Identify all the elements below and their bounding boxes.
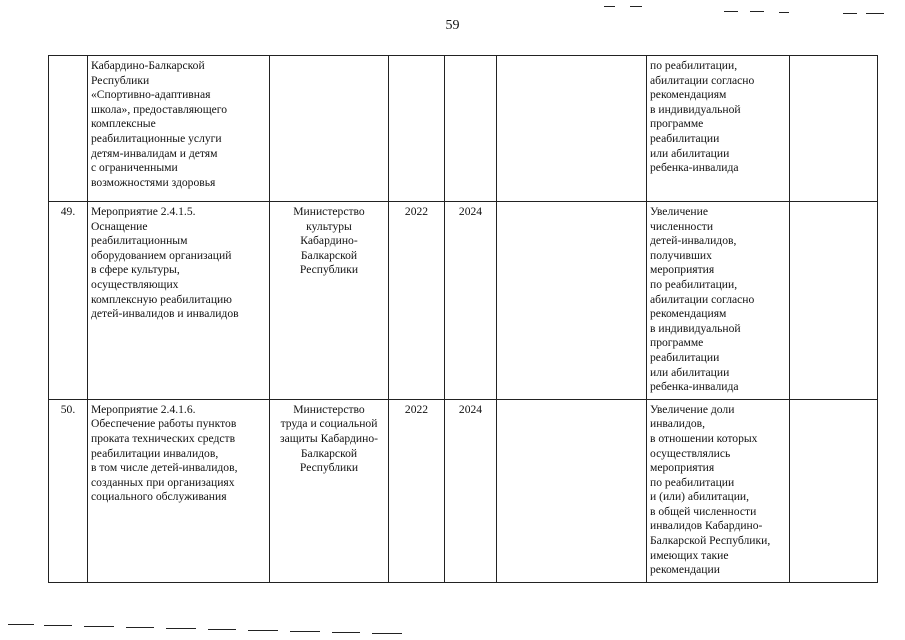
scan-mark-top-4	[750, 11, 764, 12]
start-year	[389, 56, 445, 202]
measures-table	[48, 55, 878, 583]
executor	[270, 56, 389, 202]
row-number: 50.	[49, 399, 88, 582]
scan-mark-bottom-5	[166, 628, 196, 629]
scan-mark-top-7	[866, 13, 884, 14]
scan-mark-bottom-6	[208, 629, 236, 630]
start-year: 2022	[389, 399, 445, 582]
scan-mark-bottom-10	[372, 633, 402, 634]
extra-cell	[497, 202, 647, 400]
table-row	[49, 202, 878, 400]
scan-mark-top-1	[604, 6, 615, 7]
scan-mark-bottom-8	[290, 631, 320, 632]
row-number	[49, 56, 88, 202]
extra-cell	[497, 56, 647, 202]
end-year: 2024	[445, 202, 497, 400]
page-number: 59	[445, 18, 460, 33]
scan-mark-top-2	[630, 6, 642, 7]
measure-name: Кабардино-Балкарской Республики «Спортивно-адаптивная школа», предоставляющего комплексные реабилитационные услуги детям-инвалидам и детям с ограниченными возможностями здоровья	[88, 56, 270, 202]
scan-mark-bottom-2	[44, 625, 72, 626]
scan-mark-top-6	[843, 13, 857, 14]
scan-mark-bottom-7	[248, 630, 278, 631]
last-cell	[790, 399, 878, 582]
indicator: по реабилитации, абилитации согласно рекомендациям в индивидуальной программе реабилитации или абилитации ребенка-инвалида	[647, 56, 790, 202]
scan-mark-bottom-4	[126, 627, 154, 628]
last-cell	[790, 202, 878, 400]
scan-mark-top-3	[724, 11, 738, 12]
indicator: Увеличение доли инвалидов, в отношении которых осуществлялись мероприятия по реабилитации и (или) абилитации, в общей численности инвалидов Кабардино- Балкарской Республики, имеющих такие рекомендации	[647, 399, 790, 582]
extra-cell	[497, 399, 647, 582]
scan-mark-bottom-3	[84, 626, 114, 627]
measure-name: Мероприятие 2.4.1.6. Обеспечение работы пунктов проката технических средств реабилитации инвалидов, в том числе детей-инвалидов, созданных при организациях социального обслуживания	[88, 399, 270, 582]
measure-name: Мероприятие 2.4.1.5. Оснащение реабилитационным оборудованием организаций в сфере культуры, осуществляющих комплексную реабилитацию детей-инвалидов и инвалидов	[88, 202, 270, 400]
scan-mark-bottom-1	[8, 624, 34, 625]
last-cell	[790, 56, 878, 202]
start-year: 2022	[389, 202, 445, 400]
executor: Министерство культуры Кабардино- Балкарской Республики	[270, 202, 389, 400]
row-number: 49.	[49, 202, 88, 400]
end-year: 2024	[445, 399, 497, 582]
scan-mark-top-5	[779, 12, 789, 13]
table-row	[49, 56, 878, 202]
executor: Министерство труда и социальной защиты Кабардино- Балкарской Республики	[270, 399, 389, 582]
indicator: Увеличение численности детей-инвалидов, получивших мероприятия по реабилитации, абилитации согласно рекомендациям в индивидуальной программе реабилитации или абилитации ребенка-инвалида	[647, 202, 790, 400]
end-year	[445, 56, 497, 202]
table-row	[49, 399, 878, 582]
scan-mark-bottom-9	[332, 632, 360, 633]
